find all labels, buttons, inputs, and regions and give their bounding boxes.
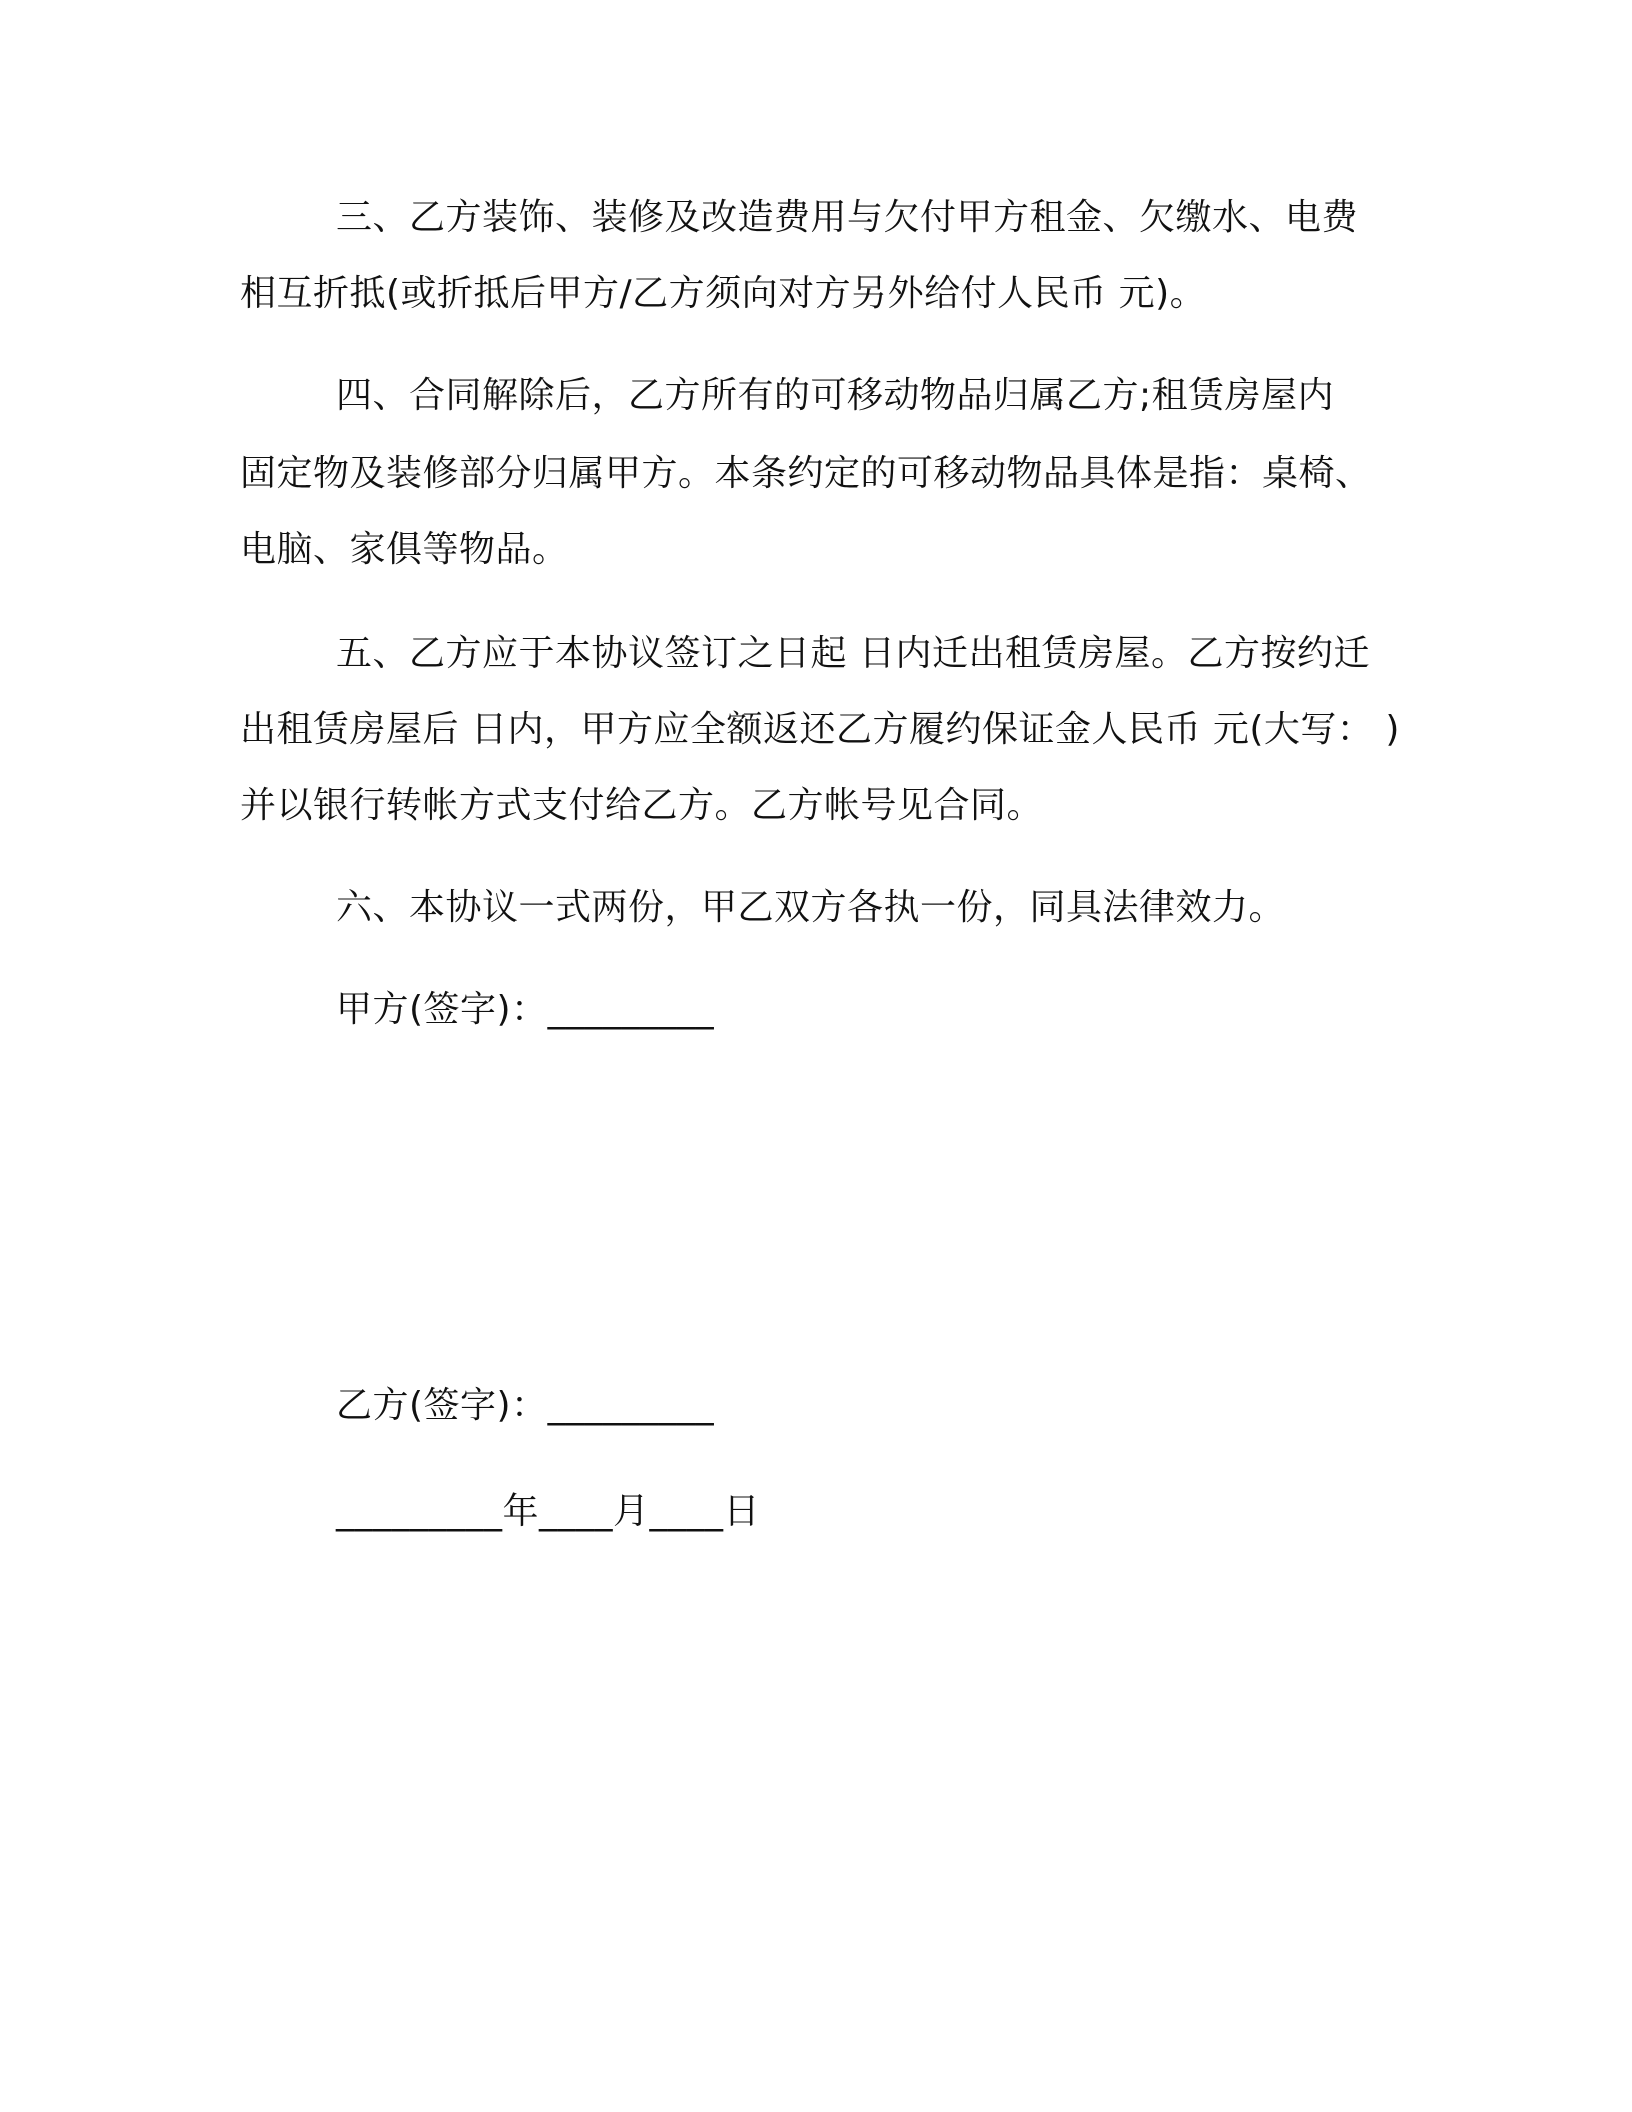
clause-five-line-2: 出租赁房屋后 日内，甲方应全额返还乙方履约保证金人民币 元(大写： ) — [240, 709, 1400, 750]
clause-six-line-1: 六、本协议一式两份，甲乙双方各执一份，同具法律效力。 — [336, 887, 1286, 928]
party-b-signature: 乙方(签字)：_________ — [336, 1385, 715, 1426]
clause-four-line-1: 四、合同解除后，乙方所有的可移动物品归属乙方;租赁房屋内 — [336, 375, 1335, 416]
clause-four-line-2: 固定物及装修部分归属甲方。本条约定的可移动物品具体是指：桌椅、 — [240, 453, 1372, 494]
clause-three-line-2: 相互折抵(或折抵后甲方/乙方须向对方另外给付人民币 元)。 — [240, 273, 1207, 314]
party-a-signature: 甲方(签字)：_________ — [336, 989, 715, 1030]
clause-three-line-1: 三、乙方装饰、装修及改造费用与欠付甲方租金、欠缴水、电费 — [336, 197, 1359, 238]
clause-five-line-3: 并以银行转帐方式支付给乙方。乙方帐号见合同。 — [240, 785, 1044, 826]
signature-date: _________年____月____日 — [336, 1491, 760, 1532]
clause-five-line-1: 五、乙方应于本协议签订之日起 日内迁出租赁房屋。乙方按约迁 — [336, 633, 1370, 674]
clause-four-line-3: 电脑、家俱等物品。 — [240, 529, 569, 570]
